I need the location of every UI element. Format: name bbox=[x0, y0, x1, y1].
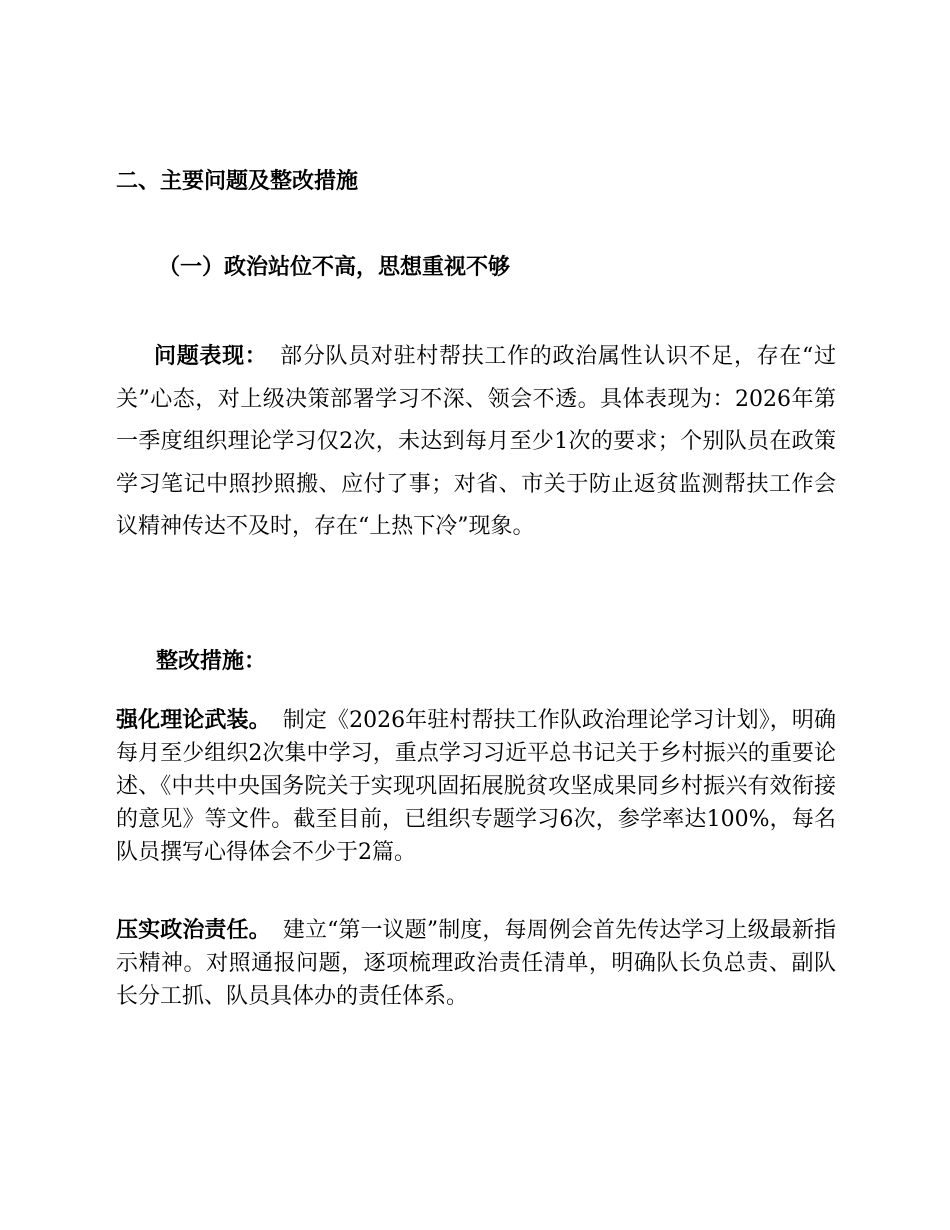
measure-lead: 压实政治责任。 bbox=[116, 918, 271, 943]
problem-paragraph bbox=[116, 336, 836, 549]
measure-item bbox=[116, 914, 836, 1013]
measure-lead: 强化理论武装。 bbox=[116, 708, 271, 733]
subsection-heading: （一）政治站位不高，思想重视不够 bbox=[158, 255, 511, 280]
measure-item bbox=[116, 704, 836, 869]
measure-text: 建立“第一议题”制度，每周例会首先传达学习上级最新指示精神。对照通报问题，逐项梳理政治责任清单，明确队长负总责、副队长分工抓、队员具体办的责任体系。 bbox=[116, 918, 836, 1009]
problem-label: 问题表现： bbox=[154, 344, 268, 369]
problem-text: 部分队员对驻村帮扶工作的政治属性认识不足，存在“过关”心态，对上级决策部署学习不深、领会不透。具体表现为：2026年第一季度组织理论学习仅2次，未达到每月至少1次的要求；个别队员在政策学习笔记中照抄照搬、应付了事；对省、市关于防止返贫监测帮扶工作会议精神传达不及时，存在“上热下冷”现象。 bbox=[116, 344, 836, 539]
section-heading: 二、主要问题及整改措施 bbox=[116, 169, 359, 194]
measure-text: 制定《2026年驻村帮扶工作队政治理论学习计划》，明确每月至少组织2次集中学习，重点学习习近平总书记关于乡村振兴的重要论述、《中共中央国务院关于实现巩固拓展脱贫攻坚成果同乡村振兴有效衔接的意见》等文件。截至目前，已组织专题学习6次，参学率达100%，每名队员撰写心得体会不少于2篇。 bbox=[116, 708, 836, 865]
measures-label: 整改措施： bbox=[156, 649, 267, 674]
